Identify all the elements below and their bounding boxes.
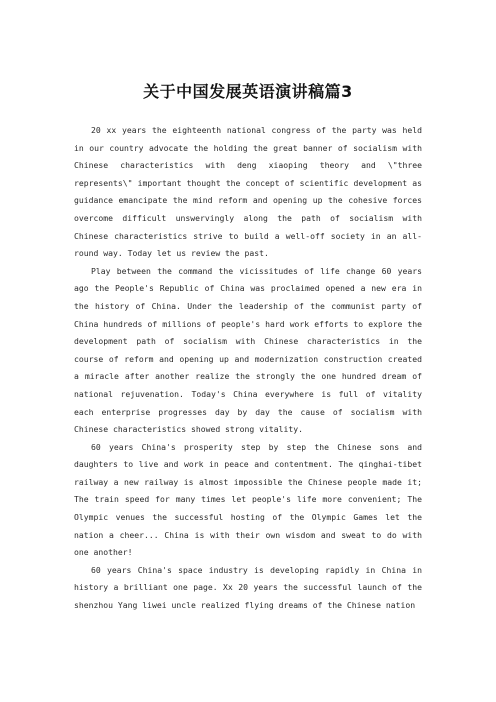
- paragraph: 60 years China's prosperity step by step the Chinese sons and daughters to live and work in peace and contentment. The qinghai-tibet railway a new railway is almost impossible the Chinese people made it; The train speed for many times let people's life more convenient; The Olympic venues the successful hosting of the Olympic Games let the nation a cheer... China is with their own wisdom and sweat to do with one another!: [74, 441, 422, 558]
- paragraph: 20 xx years the eighteenth national congress of the party was held in our country advocate the holding the great banner of socialism with Chinese characteristics with deng xiaoping theory and \"three represents\" important thought the concept of scientific development as guidance emancipate the mind reform and opening up the cohesive forces overcome difficult unswervingly along the path of socialism with Chinese characteristics strive to build a well-off society in an all-round way. Today let us review the past.: [74, 125, 422, 259]
- document-title: 关于中国发展英语演讲稿篇3: [143, 82, 353, 101]
- document-body: [74, 122, 422, 615]
- paragraph: 60 years China's space industry is developing rapidly in China in history a brilliant one page. Xx 20 years the successful launch of the shenzhou Yang liwei uncle realized flying dreams of the Chinese nation: [74, 564, 422, 611]
- paragraph: Play between the command the vicissitudes of life change 60 years ago the People's Republic of China was proclaimed opened a new era in the history of China. Under the leadership of the communist party of China hundreds of millions of people's hard work efforts to explore the development path of socialism with Chinese characteristics in the course of reform and opening up and modernization construction created a miracle after another realize the strongly the one hundred dream of national rejuvenation. Today's China everywhere is full of vitality each enterprise progresses day by day the cause of socialism with Chinese characteristics showed strong vitality.: [74, 265, 422, 435]
